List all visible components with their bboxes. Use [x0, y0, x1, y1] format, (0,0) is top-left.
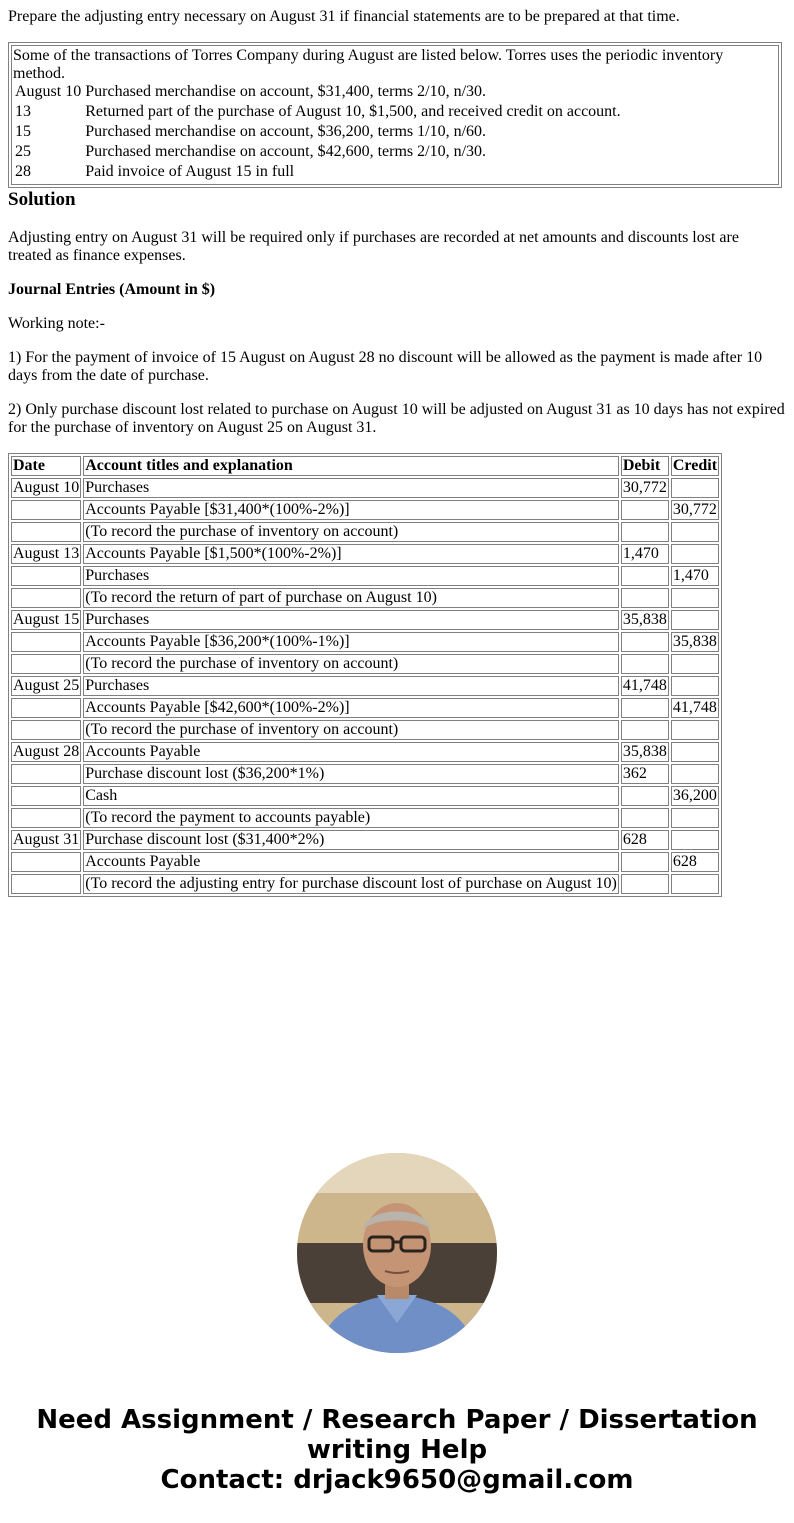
transaction-date: August 10 — [15, 83, 82, 100]
journal-account-cell: Accounts Payable [$36,200*(100%-1%)] — [83, 632, 619, 652]
transaction-text: Purchased merchandise on account, $31,400, terms 2/10, n/30. — [85, 83, 487, 100]
transaction-row — [13, 123, 623, 143]
transaction-text: Purchased merchandise on account, $36,200, terms 1/10, n/60. — [85, 123, 487, 140]
problem-transactions — [13, 83, 623, 183]
journal-credit-cell: 30,772 — [671, 500, 719, 520]
journal-date-cell: August 28 — [13, 743, 80, 760]
journal-header-row — [11, 456, 719, 476]
problem-box — [8, 42, 782, 188]
journal-account-cell: (To record the purchase of inventory on account) — [83, 720, 619, 740]
journal-debit-cell — [621, 522, 669, 542]
journal-account-cell: (To record the adjusting entry for purchase discount lost of purchase on August 10) — [85, 875, 617, 892]
journal-table — [8, 453, 722, 897]
author-photo — [297, 1153, 497, 1353]
journal-date-cell: August 15 — [13, 611, 80, 628]
journal-date-cell — [11, 632, 81, 652]
journal-row — [11, 478, 719, 498]
journal-date-cell — [11, 786, 81, 806]
journal-row — [11, 566, 719, 586]
journal-date-cell: August 25 — [13, 677, 80, 694]
transaction-date: 13 — [15, 103, 31, 120]
journal-debit-cell — [621, 874, 669, 894]
banner-line-2: writing Help — [306, 1435, 488, 1465]
journal-row — [11, 698, 719, 718]
journal-date-cell — [11, 588, 81, 608]
journal-date-cell — [11, 698, 81, 718]
journal-row — [11, 786, 719, 806]
transaction-text: Returned part of the purchase of August 10, $1,500, and received credit on account. — [85, 103, 621, 120]
journal-date-cell — [11, 654, 81, 674]
journal-credit-cell — [671, 654, 719, 674]
problem-header: Some of the transactions of Torres Company during August are listed below. Torres uses the periodic inventory method. — [13, 47, 724, 82]
journal-debit-cell — [621, 720, 669, 740]
journal-credit-cell — [671, 874, 719, 894]
journal-debit-cell — [621, 808, 669, 828]
journal-row — [11, 830, 719, 850]
journal-credit-cell — [671, 720, 719, 740]
journal-credit-cell — [671, 522, 719, 542]
journal-account-cell: Accounts Payable — [83, 852, 619, 872]
journal-account-cell: Purchases — [83, 610, 619, 630]
journal-debit-cell — [621, 588, 669, 608]
col-header-account: Account titles and explanation — [83, 456, 619, 476]
transaction-date: 15 — [15, 123, 31, 140]
working-note-1: 1) For the payment of invoice of 15 August on August 28 no discount will be allowed as the payment is made after 10 days from the date of purchase. — [8, 349, 763, 384]
journal-debit-cell — [621, 566, 669, 586]
transaction-row — [13, 103, 623, 123]
transaction-row — [13, 163, 623, 183]
journal-row — [11, 720, 719, 740]
journal-account-cell: Purchases — [83, 566, 619, 586]
journal-debit-cell — [621, 852, 669, 872]
journal-date-cell — [11, 522, 81, 542]
journal-credit-cell — [671, 544, 719, 564]
author-portrait-image — [297, 1153, 497, 1353]
journal-row — [11, 742, 719, 762]
journal-row — [11, 808, 719, 828]
adjusting-note: Adjusting entry on August 31 will be required only if purchases are recorded at net amounts and discounts lost are treated as finance expenses. — [8, 229, 739, 264]
col-header-date: Date — [11, 456, 81, 476]
journal-debit-cell: 35,838 — [622, 743, 667, 760]
journal-account-cell: Accounts Payable [$42,600*(100%-2%)] — [83, 698, 619, 718]
journal-credit-cell: 1,470 — [671, 566, 719, 586]
journal-debit-cell — [621, 654, 669, 674]
journal-account-cell: (To record the payment to accounts payable) — [83, 808, 619, 828]
journal-credit-cell — [671, 764, 719, 784]
journal-credit-cell — [671, 830, 719, 850]
journal-date-cell: August 31 — [13, 831, 80, 848]
journal-row — [11, 544, 719, 564]
journal-debit-cell — [621, 500, 669, 520]
working-note-2: 2) Only purchase discount lost related to purchase on August 10 will be adjusted on August 31 as 10 days has not expired for the purchase of inventory on August 25 on August 31. — [8, 401, 785, 436]
journal-account-cell: Purchases — [83, 478, 619, 498]
journal-date-cell — [11, 874, 81, 894]
journal-credit-cell — [671, 588, 719, 608]
journal-row — [11, 632, 719, 652]
transaction-text: Paid invoice of August 15 in full — [85, 163, 295, 180]
journal-account-cell: Accounts Payable [$31,400*(100%-2%)] — [83, 500, 619, 520]
journal-date-cell: August 10 — [13, 479, 80, 496]
journal-account-cell: (To record the purchase of inventory on account) — [83, 654, 619, 674]
transaction-date: 28 — [15, 163, 31, 180]
journal-date-cell — [11, 566, 81, 586]
journal-debit-cell: 35,838 — [622, 611, 667, 628]
transaction-date: 25 — [15, 143, 31, 160]
journal-account-cell: Purchases — [83, 676, 619, 696]
journal-row — [11, 522, 719, 542]
journal-account-cell: (To record the return of part of purchase on August 10) — [83, 588, 619, 608]
transaction-row — [13, 143, 623, 163]
journal-debit-cell — [621, 698, 669, 718]
journal-account-cell: Purchase discount lost ($31,400*2%) — [83, 830, 619, 850]
journal-row — [11, 500, 719, 520]
journal-date-cell — [11, 852, 81, 872]
promo-banner — [0, 1405, 794, 1495]
journal-account-cell: Accounts Payable — [83, 742, 619, 762]
transaction-row — [13, 83, 623, 103]
problem-box-cell — [11, 45, 779, 185]
journal-date-cell — [11, 500, 81, 520]
journal-row — [11, 610, 719, 630]
journal-date-cell: August 13 — [13, 545, 80, 562]
journal-heading: Journal Entries (Amount in $) — [8, 281, 216, 298]
journal-credit-cell — [671, 676, 719, 696]
transaction-text: Purchased merchandise on account, $42,600, terms 2/10, n/30. — [85, 143, 487, 160]
journal-credit-cell — [671, 610, 719, 630]
journal-debit-cell: 41,748 — [622, 677, 667, 694]
journal-row — [11, 654, 719, 674]
journal-credit-cell: 36,200 — [671, 786, 719, 806]
intro-text: Prepare the adjusting entry necessary on August 31 if financial statements are to be prepared at that time. — [8, 8, 680, 25]
journal-row — [11, 852, 719, 872]
working-note-label: Working note:- — [8, 315, 105, 332]
journal-row — [11, 764, 719, 784]
solution-title: Solution — [8, 189, 76, 210]
journal-account-cell: Accounts Payable [$1,500*(100%-2%)] — [83, 544, 619, 564]
journal-date-cell — [11, 764, 81, 784]
journal-account-cell: (To record the purchase of inventory on account) — [83, 522, 619, 542]
banner-line-1: Need Assignment / Research Paper / Dissertation — [36, 1405, 758, 1435]
journal-account-cell: Purchase discount lost ($36,200*1%) — [83, 764, 619, 784]
journal-row — [11, 676, 719, 696]
journal-credit-cell: 41,748 — [671, 698, 719, 718]
journal-credit-cell — [671, 808, 719, 828]
journal-date-cell — [11, 720, 81, 740]
journal-debit-cell — [621, 786, 669, 806]
journal-debit-cell: 1,470 — [621, 544, 669, 564]
journal-debit-cell: 30,772 — [622, 479, 667, 496]
journal-credit-cell — [671, 478, 719, 498]
journal-account-cell: Cash — [83, 786, 619, 806]
col-header-debit: Debit — [621, 456, 669, 476]
journal-row — [11, 874, 719, 894]
journal-debit-cell: 628 — [621, 830, 669, 850]
journal-credit-cell — [671, 742, 719, 762]
journal-date-cell — [11, 808, 81, 828]
journal-credit-cell: 35,838 — [671, 632, 719, 652]
journal-debit-cell — [621, 632, 669, 652]
journal-debit-cell: 362 — [621, 764, 669, 784]
col-header-credit: Credit — [672, 457, 718, 474]
banner-contact: Contact: drjack9650@gmail.com — [160, 1465, 634, 1495]
journal-row — [11, 588, 719, 608]
journal-credit-cell: 628 — [671, 852, 719, 872]
